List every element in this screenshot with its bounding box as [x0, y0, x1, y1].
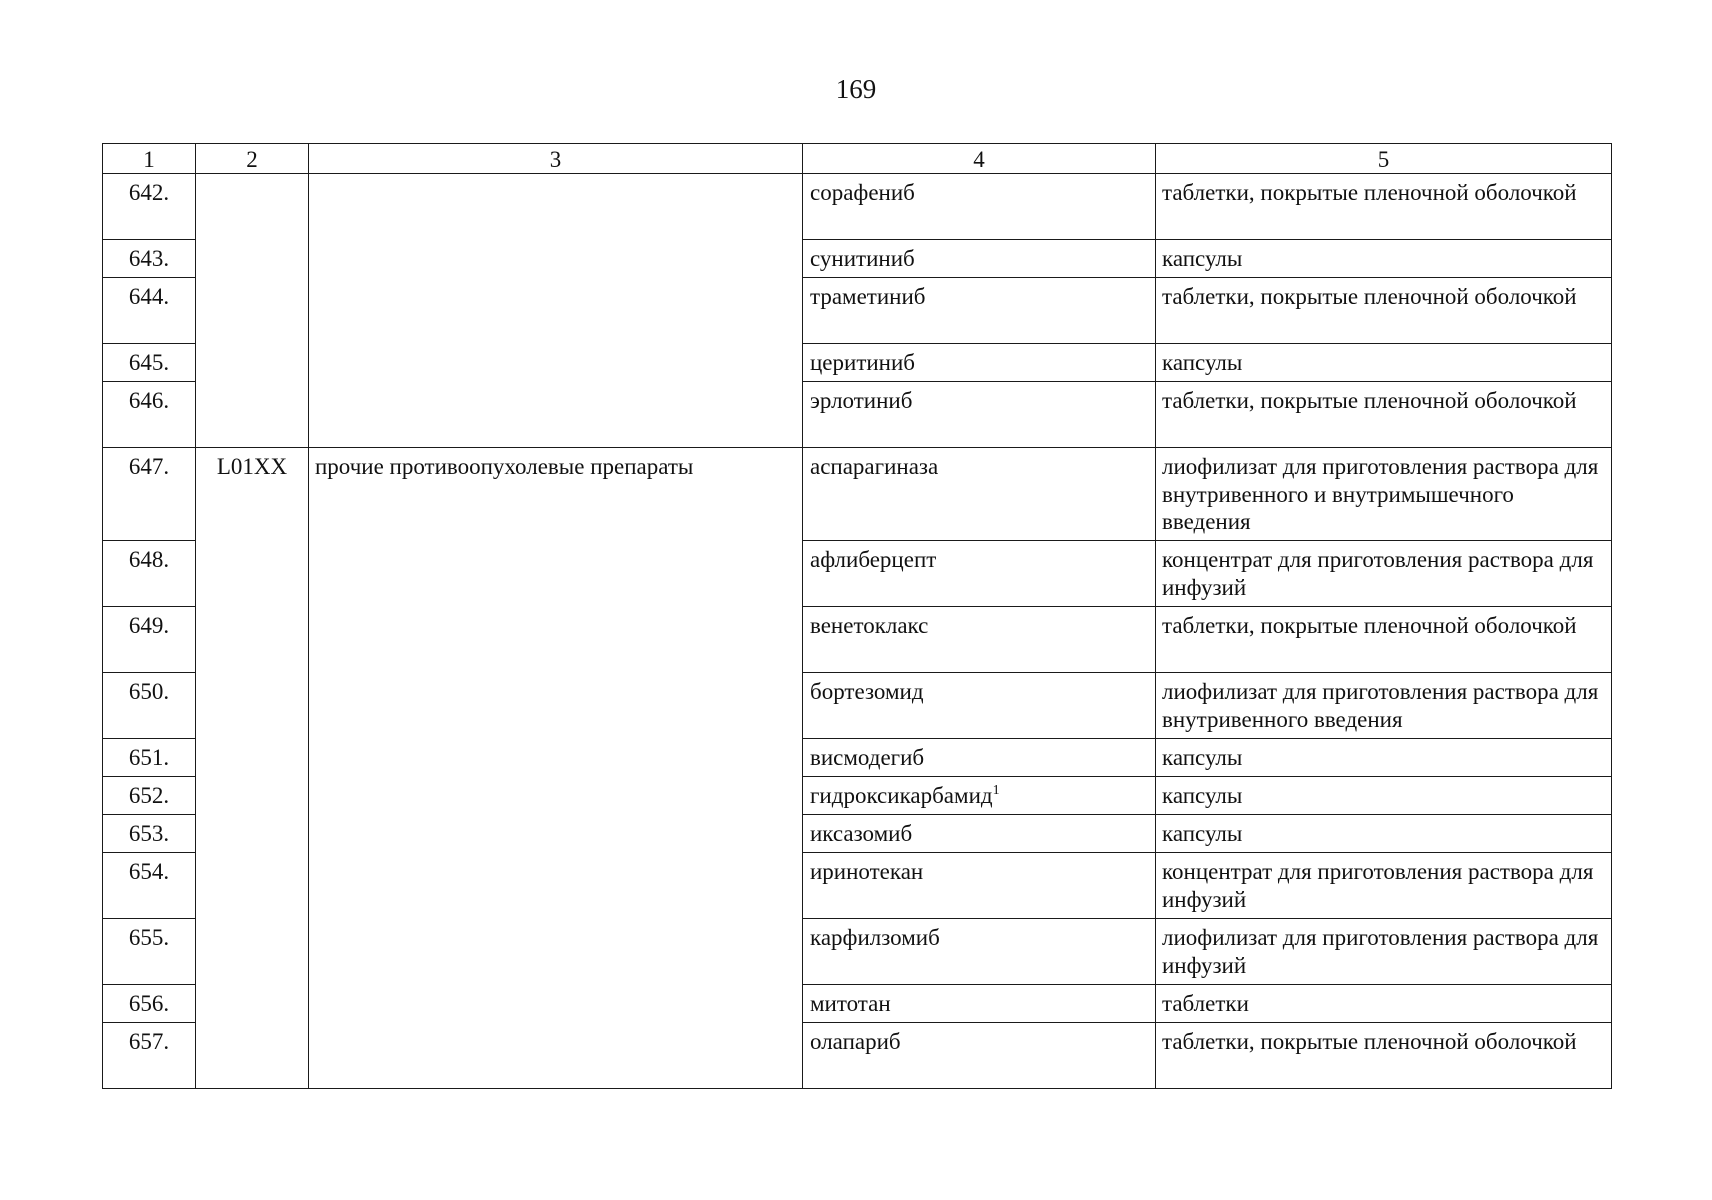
dosage-form: таблетки, покрытые пленочной оболочкой [1156, 382, 1612, 448]
row-number: 644. [103, 278, 196, 344]
row-number: 648. [103, 541, 196, 607]
row-number: 655. [103, 919, 196, 985]
atc-code-cell: L01XX [196, 448, 309, 1089]
row-number: 646. [103, 382, 196, 448]
dosage-form: таблетки, покрытые пленочной оболочкой [1156, 278, 1612, 344]
drug-name: иринотекан [803, 853, 1156, 919]
row-number: 649. [103, 607, 196, 673]
row-number: 651. [103, 739, 196, 777]
atc-code-cell [196, 174, 309, 448]
dosage-form: таблетки, покрытые пленочной оболочкой [1156, 607, 1612, 673]
drug-name: митотан [803, 985, 1156, 1023]
drug-name: сорафениб [803, 174, 1156, 240]
drug-name: олапариб [803, 1023, 1156, 1089]
header-col-2: 2 [196, 144, 309, 174]
header-col-3: 3 [309, 144, 803, 174]
dosage-form: лиофилизат для приготовления раствора для внутривенного введения [1156, 673, 1612, 739]
dosage-form: капсулы [1156, 777, 1612, 815]
row-number: 643. [103, 240, 196, 278]
dosage-form: лиофилизат для приготовления раствора для инфузий [1156, 919, 1612, 985]
dosage-form: капсулы [1156, 240, 1612, 278]
drug-name: бортезомид [803, 673, 1156, 739]
header-col-1: 1 [103, 144, 196, 174]
row-number: 647. [103, 448, 196, 541]
drug-name: иксазомиб [803, 815, 1156, 853]
footnote-marker: 1 [992, 783, 1000, 798]
group-name-cell [309, 174, 803, 448]
row-number: 650. [103, 673, 196, 739]
dosage-form: капсулы [1156, 815, 1612, 853]
table-row [103, 448, 1612, 541]
row-number: 652. [103, 777, 196, 815]
row-number: 645. [103, 344, 196, 382]
row-number: 656. [103, 985, 196, 1023]
dosage-form: капсулы [1156, 739, 1612, 777]
header-col-4: 4 [803, 144, 1156, 174]
row-number: 654. [103, 853, 196, 919]
dosage-form: капсулы [1156, 344, 1612, 382]
drug-name: карфилзомиб [803, 919, 1156, 985]
page-number: 169 [835, 74, 877, 104]
drug-name: афлиберцепт [803, 541, 1156, 607]
row-number: 642. [103, 174, 196, 240]
drug-name: сунитиниб [803, 240, 1156, 278]
drug-name: траметиниб [803, 278, 1156, 344]
dosage-form: концентрат для приготовления раствора для инфузий [1156, 541, 1612, 607]
drug-table [102, 143, 1612, 1089]
drug-name-cell [803, 777, 1156, 815]
drug-name: церитиниб [803, 344, 1156, 382]
group-name-cell: прочие противоопухолевые препараты [309, 448, 803, 1089]
dosage-form: концентрат для приготовления раствора для инфузий [1156, 853, 1612, 919]
dosage-form: таблетки [1156, 985, 1612, 1023]
header-col-5: 5 [1156, 144, 1612, 174]
row-number: 657. [103, 1023, 196, 1089]
table-row [103, 174, 1612, 240]
dosage-form: таблетки, покрытые пленочной оболочкой [1156, 174, 1612, 240]
dosage-form: лиофилизат для приготовления раствора для внутривенного и внутримышечного введения [1156, 448, 1612, 541]
header-row [103, 144, 1612, 174]
drug-name: гидроксикарбамид [810, 783, 993, 808]
dosage-form: таблетки, покрытые пленочной оболочкой [1156, 1023, 1612, 1089]
drug-name: эрлотиниб [803, 382, 1156, 448]
row-number: 653. [103, 815, 196, 853]
drug-name: аспарагиназа [803, 448, 1156, 541]
drug-name: венетоклакс [803, 607, 1156, 673]
drug-name: висмодегиб [803, 739, 1156, 777]
